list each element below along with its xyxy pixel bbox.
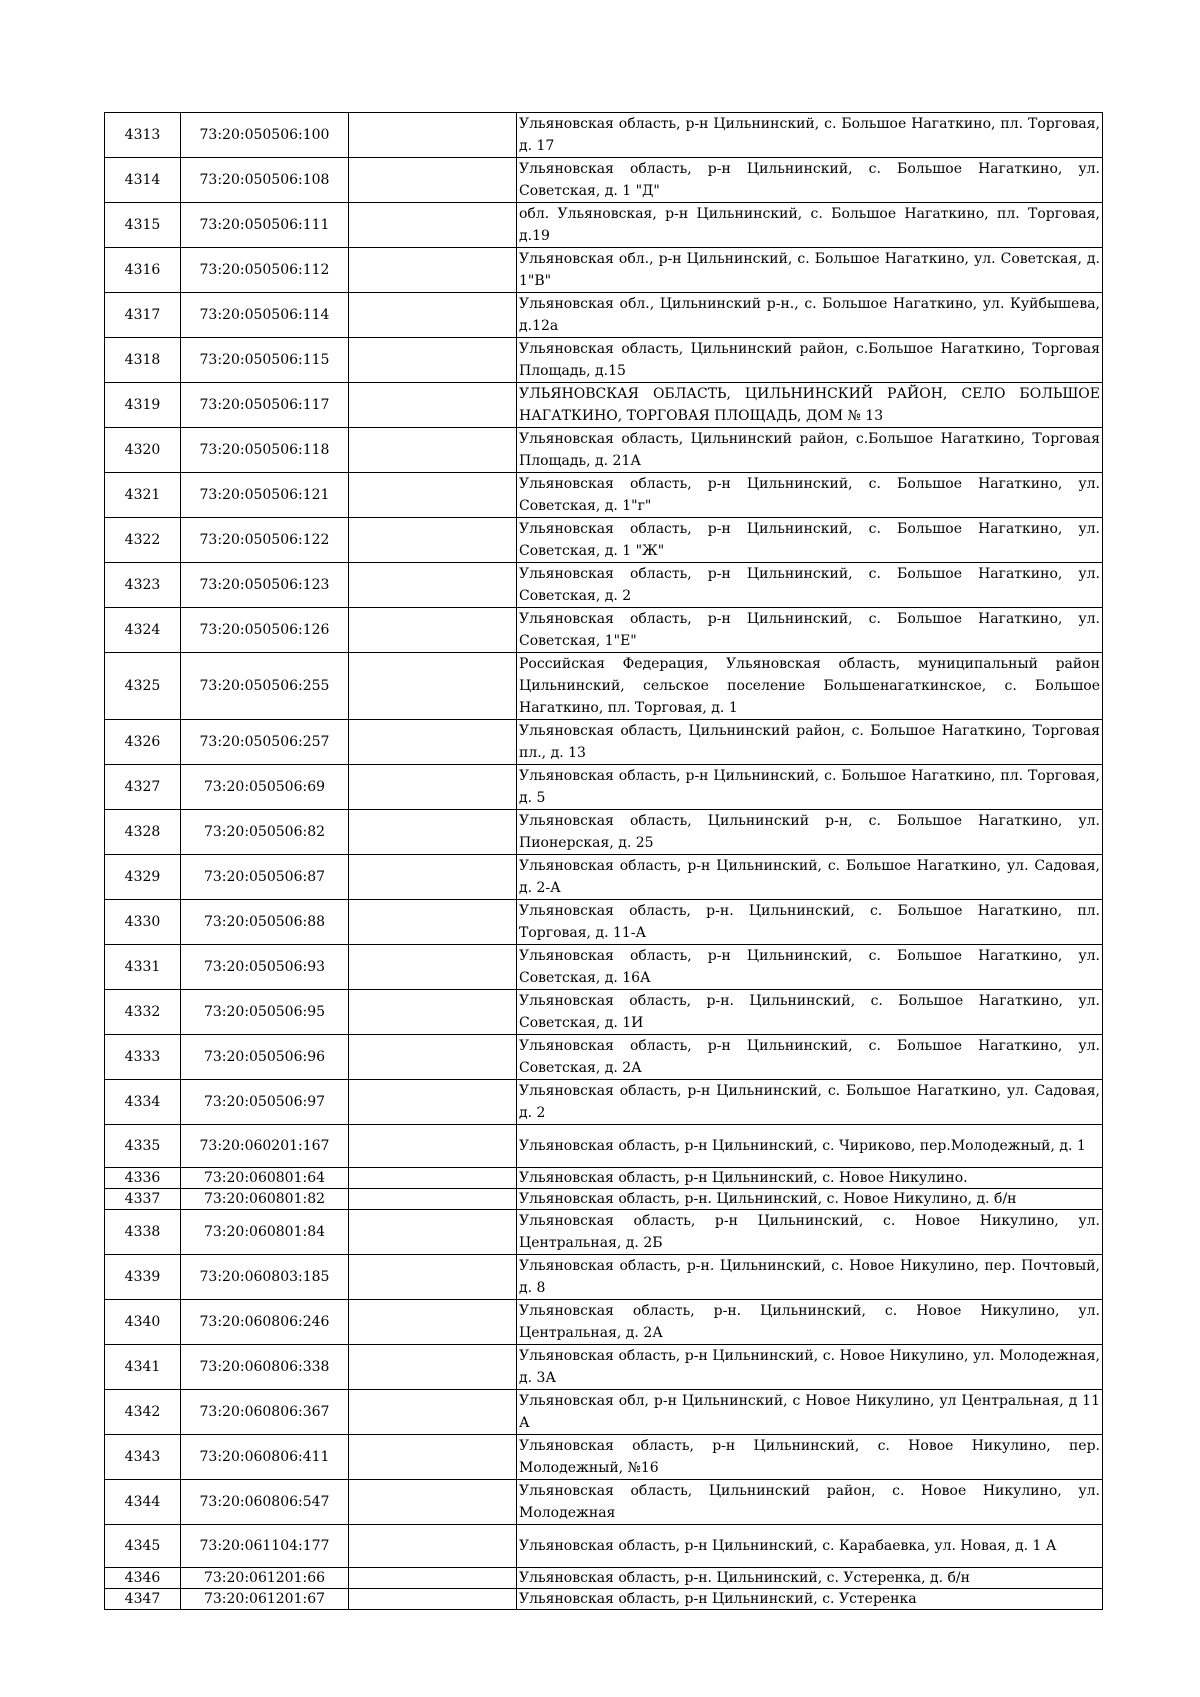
address-cell: Ульяновская область, р-н. Цильнинский, с. Новое Никулино, д. б/н: [517, 1189, 1103, 1210]
table-row: [105, 1125, 1103, 1168]
empty-cell: [349, 1345, 517, 1390]
empty-cell: [349, 338, 517, 383]
cadastral-number-cell: 73:20:050506:108: [181, 158, 349, 203]
cadastral-number-cell: 73:20:060803:185: [181, 1255, 349, 1300]
cadastral-number-cell: 73:20:060801:84: [181, 1210, 349, 1255]
empty-cell: [349, 720, 517, 765]
cadastral-number-cell: 73:20:050506:111: [181, 203, 349, 248]
cadastral-number-cell: 73:20:060806:411: [181, 1435, 349, 1480]
address-cell: Ульяновская область, р-н Цильнинский, с. Чириково, пер.Молодежный, д. 1: [517, 1125, 1103, 1168]
table-row: [105, 158, 1103, 203]
empty-cell: [349, 1300, 517, 1345]
empty-cell: [349, 765, 517, 810]
row-number-cell: 4324: [105, 608, 181, 653]
empty-cell: [349, 1255, 517, 1300]
table-row: [105, 1390, 1103, 1435]
row-number-cell: 4327: [105, 765, 181, 810]
cadastral-number-cell: 73:20:050506:93: [181, 945, 349, 990]
table-row: [105, 1255, 1103, 1300]
address-cell: Ульяновская область, р-н. Цильнинский, с. Большое Нагаткино, пл. Торговая, д. 11-А: [517, 900, 1103, 945]
empty-cell: [349, 1568, 517, 1589]
table-row: [105, 900, 1103, 945]
address-cell: Ульяновская область, р-н Цильнинский, с. Большое Нагаткино, ул. Советская, д. 1"г": [517, 473, 1103, 518]
table-row: [105, 563, 1103, 608]
row-number-cell: 4319: [105, 383, 181, 428]
address-cell: Ульяновская область, р-н Цильнинский, с. Устеренка: [517, 1589, 1103, 1610]
address-cell: Ульяновская область, р-н Цильнинский, с. Большое Нагаткино, ул. Советская, д. 1 "Ж": [517, 518, 1103, 563]
table-row: [105, 653, 1103, 720]
address-cell: Ульяновская область, Цильнинский р-н, с. Большое Нагаткино, ул. Пионерская, д. 25: [517, 810, 1103, 855]
row-number-cell: 4347: [105, 1589, 181, 1610]
cadastral-number-cell: 73:20:050506:87: [181, 855, 349, 900]
row-number-cell: 4345: [105, 1525, 181, 1568]
address-cell: Ульяновская область, р-н Цильнинский, с. Большое Нагаткино, ул. Садовая, д. 2: [517, 1080, 1103, 1125]
table-row: [105, 1480, 1103, 1525]
table-row: [105, 473, 1103, 518]
empty-cell: [349, 1435, 517, 1480]
table-row: [105, 1080, 1103, 1125]
table-row: [105, 1525, 1103, 1568]
row-number-cell: 4322: [105, 518, 181, 563]
row-number-cell: 4321: [105, 473, 181, 518]
table-row: [105, 293, 1103, 338]
empty-cell: [349, 518, 517, 563]
table-row: [105, 428, 1103, 473]
row-number-cell: 4335: [105, 1125, 181, 1168]
address-cell: Ульяновская область, р-н Цильнинский, с. Большое Нагаткино, пл. Торговая, д. 5: [517, 765, 1103, 810]
table-row: [105, 1345, 1103, 1390]
empty-cell: [349, 945, 517, 990]
cadastral-number-cell: 73:20:050506:97: [181, 1080, 349, 1125]
address-cell: Ульяновская область, р-н Цильнинский, с. Новое Никулино, ул. Молодежная, д. 3А: [517, 1345, 1103, 1390]
address-cell: УЛЬЯНОВСКАЯ ОБЛАСТЬ, ЦИЛЬНИНСКИЙ РАЙОН, СЕЛО БОЛЬШОЕ НАГАТКИНО, ТОРГОВАЯ ПЛОЩАДЬ, ДОМ № 13: [517, 383, 1103, 428]
row-number-cell: 4346: [105, 1568, 181, 1589]
cadastral-number-cell: 73:20:050506:69: [181, 765, 349, 810]
table-row: [105, 1168, 1103, 1189]
cadastral-number-cell: 73:20:060806:338: [181, 1345, 349, 1390]
row-number-cell: 4343: [105, 1435, 181, 1480]
table-row: [105, 720, 1103, 765]
address-cell: Ульяновская обл., Цильнинский р-н., с. Большое Нагаткино, ул. Куйбышева, д.12а: [517, 293, 1103, 338]
table-row: [105, 1189, 1103, 1210]
row-number-cell: 4331: [105, 945, 181, 990]
cadastral-number-cell: 73:20:050506:121: [181, 473, 349, 518]
empty-cell: [349, 990, 517, 1035]
cadastral-number-cell: 73:20:060801:82: [181, 1189, 349, 1210]
address-cell: Ульяновская область, р-н Цильнинский, с. Большое Нагаткино, ул. Советская, д. 2А: [517, 1035, 1103, 1080]
empty-cell: [349, 428, 517, 473]
row-number-cell: 4316: [105, 248, 181, 293]
cadastral-number-cell: 73:20:050506:255: [181, 653, 349, 720]
cadastral-number-cell: 73:20:060201:167: [181, 1125, 349, 1168]
cadastral-number-cell: 73:20:061201:67: [181, 1589, 349, 1610]
row-number-cell: 4342: [105, 1390, 181, 1435]
row-number-cell: 4329: [105, 855, 181, 900]
row-number-cell: 4344: [105, 1480, 181, 1525]
cadastral-number-cell: 73:20:050506:82: [181, 810, 349, 855]
cadastral-number-cell: 73:20:050506:117: [181, 383, 349, 428]
table-row: [105, 990, 1103, 1035]
cadastral-number-cell: 73:20:060806:246: [181, 1300, 349, 1345]
cadastral-number-cell: 73:20:060806:547: [181, 1480, 349, 1525]
address-cell: Ульяновская область, р-н Цильнинский, с. Большое Нагаткино, ул. Советская, д. 16А: [517, 945, 1103, 990]
cadastral-number-cell: 73:20:050506:123: [181, 563, 349, 608]
table-row: [105, 338, 1103, 383]
table-row: [105, 383, 1103, 428]
cadastral-number-cell: 73:20:050506:112: [181, 248, 349, 293]
row-number-cell: 4340: [105, 1300, 181, 1345]
address-cell: Ульяновская область, р-н Цильнинский, с. Большое Нагаткино, ул. Садовая, д. 2-А: [517, 855, 1103, 900]
address-cell: Ульяновская область, Цильнинский район, с. Большое Нагаткино, Торговая пл., д. 13: [517, 720, 1103, 765]
empty-cell: [349, 1080, 517, 1125]
table-row: [105, 765, 1103, 810]
address-cell: Ульяновская область, Цильнинский район, с.Большое Нагаткино, Торговая Площадь, д.15: [517, 338, 1103, 383]
empty-cell: [349, 248, 517, 293]
table-row: [105, 1435, 1103, 1480]
empty-cell: [349, 653, 517, 720]
empty-cell: [349, 810, 517, 855]
table-row: [105, 1589, 1103, 1610]
address-cell: Ульяновская область, р-н Цильнинский, с. Большое Нагаткино, ул. Советская, 1"Е": [517, 608, 1103, 653]
cadastral-number-cell: 73:20:050506:96: [181, 1035, 349, 1080]
address-cell: Ульяновская обл, р-н Цильнинский, с Новое Никулино, ул Центральная, д 11 А: [517, 1390, 1103, 1435]
address-cell: Ульяновская область, р-н Цильнинский, с. Большое Нагаткино, ул. Советская, д. 1 "Д": [517, 158, 1103, 203]
row-number-cell: 4328: [105, 810, 181, 855]
table-row: [105, 113, 1103, 158]
empty-cell: [349, 1168, 517, 1189]
empty-cell: [349, 1480, 517, 1525]
cadastral-number-cell: 73:20:050506:257: [181, 720, 349, 765]
table-row: [105, 810, 1103, 855]
table-row: [105, 1035, 1103, 1080]
empty-cell: [349, 855, 517, 900]
cadastral-number-cell: 73:20:060806:367: [181, 1390, 349, 1435]
address-cell: Ульяновская область, р-н. Цильнинский, с. Большое Нагаткино, ул. Советская, д. 1И: [517, 990, 1103, 1035]
empty-cell: [349, 158, 517, 203]
row-number-cell: 4313: [105, 113, 181, 158]
row-number-cell: 4320: [105, 428, 181, 473]
address-cell: Ульяновская область, р-н Цильнинский, с. Карабаевка, ул. Новая, д. 1 А: [517, 1525, 1103, 1568]
empty-cell: [349, 113, 517, 158]
address-cell: Российская Федерация, Ульяновская область, муниципальный район Цильнинский, сельское поселение Большенагаткинское, с. Большое Нагаткино, пл. Торговая, д. 1: [517, 653, 1103, 720]
cadastral-number-cell: 73:20:060801:64: [181, 1168, 349, 1189]
address-cell: Ульяновская обл., р-н Цильнинский, с. Большое Нагаткино, ул. Советская, д. 1"В": [517, 248, 1103, 293]
row-number-cell: 4323: [105, 563, 181, 608]
table-row: [105, 1300, 1103, 1345]
address-cell: Ульяновская область, р-н. Цильнинский, с. Устеренка, д. б/н: [517, 1568, 1103, 1589]
cadastral-number-cell: 73:20:050506:88: [181, 900, 349, 945]
address-cell: Ульяновская область, р-н Цильнинский, с. Новое Никулино.: [517, 1168, 1103, 1189]
row-number-cell: 4315: [105, 203, 181, 248]
empty-cell: [349, 383, 517, 428]
row-number-cell: 4336: [105, 1168, 181, 1189]
row-number-cell: 4338: [105, 1210, 181, 1255]
table-row: [105, 945, 1103, 990]
cadastral-number-cell: 73:20:061201:66: [181, 1568, 349, 1589]
row-number-cell: 4330: [105, 900, 181, 945]
row-number-cell: 4333: [105, 1035, 181, 1080]
empty-cell: [349, 900, 517, 945]
cadastral-number-cell: 73:20:061104:177: [181, 1525, 349, 1568]
address-cell: Ульяновская область, р-н. Цильнинский, с. Новое Никулино, ул. Центральная, д. 2А: [517, 1300, 1103, 1345]
table-row: [105, 518, 1103, 563]
row-number-cell: 4337: [105, 1189, 181, 1210]
empty-cell: [349, 1390, 517, 1435]
table-row: [105, 1210, 1103, 1255]
empty-cell: [349, 563, 517, 608]
property-register-table: [104, 112, 1103, 1610]
row-number-cell: 4332: [105, 990, 181, 1035]
cadastral-number-cell: 73:20:050506:114: [181, 293, 349, 338]
address-cell: Ульяновская область, Цильнинский район, с.Большое Нагаткино, Торговая Площадь, д. 21А: [517, 428, 1103, 473]
row-number-cell: 4314: [105, 158, 181, 203]
cadastral-number-cell: 73:20:050506:118: [181, 428, 349, 473]
cadastral-number-cell: 73:20:050506:122: [181, 518, 349, 563]
table-body: [105, 113, 1103, 1610]
address-cell: Ульяновская область, р-н Цильнинский, с. Новое Никулино, ул. Центральная, д. 2Б: [517, 1210, 1103, 1255]
row-number-cell: 4341: [105, 1345, 181, 1390]
address-cell: Ульяновская область, р-н Цильнинский, с. Большое Нагаткино, пл. Торговая, д. 17: [517, 113, 1103, 158]
table-row: [105, 608, 1103, 653]
cadastral-number-cell: 73:20:050506:115: [181, 338, 349, 383]
cadastral-number-cell: 73:20:050506:126: [181, 608, 349, 653]
empty-cell: [349, 1189, 517, 1210]
empty-cell: [349, 293, 517, 338]
table-row: [105, 203, 1103, 248]
empty-cell: [349, 473, 517, 518]
empty-cell: [349, 203, 517, 248]
table-row: [105, 248, 1103, 293]
empty-cell: [349, 1589, 517, 1610]
cadastral-number-cell: 73:20:050506:95: [181, 990, 349, 1035]
empty-cell: [349, 1035, 517, 1080]
row-number-cell: 4326: [105, 720, 181, 765]
address-cell: Ульяновская область, Цильнинский район, с. Новое Никулино, ул. Молодежная: [517, 1480, 1103, 1525]
address-cell: Ульяновская область, р-н Цильнинский, с. Большое Нагаткино, ул. Советская, д. 2: [517, 563, 1103, 608]
row-number-cell: 4325: [105, 653, 181, 720]
address-cell: обл. Ульяновская, р-н Цильнинский, с. Большое Нагаткино, пл. Торговая, д.19: [517, 203, 1103, 248]
empty-cell: [349, 608, 517, 653]
row-number-cell: 4339: [105, 1255, 181, 1300]
table-row: [105, 855, 1103, 900]
cadastral-number-cell: 73:20:050506:100: [181, 113, 349, 158]
row-number-cell: 4317: [105, 293, 181, 338]
address-cell: Ульяновская область, р-н Цильнинский, с. Новое Никулино, пер. Молодежный, №16: [517, 1435, 1103, 1480]
empty-cell: [349, 1525, 517, 1568]
row-number-cell: 4318: [105, 338, 181, 383]
empty-cell: [349, 1210, 517, 1255]
table-row: [105, 1568, 1103, 1589]
row-number-cell: 4334: [105, 1080, 181, 1125]
address-cell: Ульяновская область, р-н. Цильнинский, с. Новое Никулино, пер. Почтовый, д. 8: [517, 1255, 1103, 1300]
empty-cell: [349, 1125, 517, 1168]
